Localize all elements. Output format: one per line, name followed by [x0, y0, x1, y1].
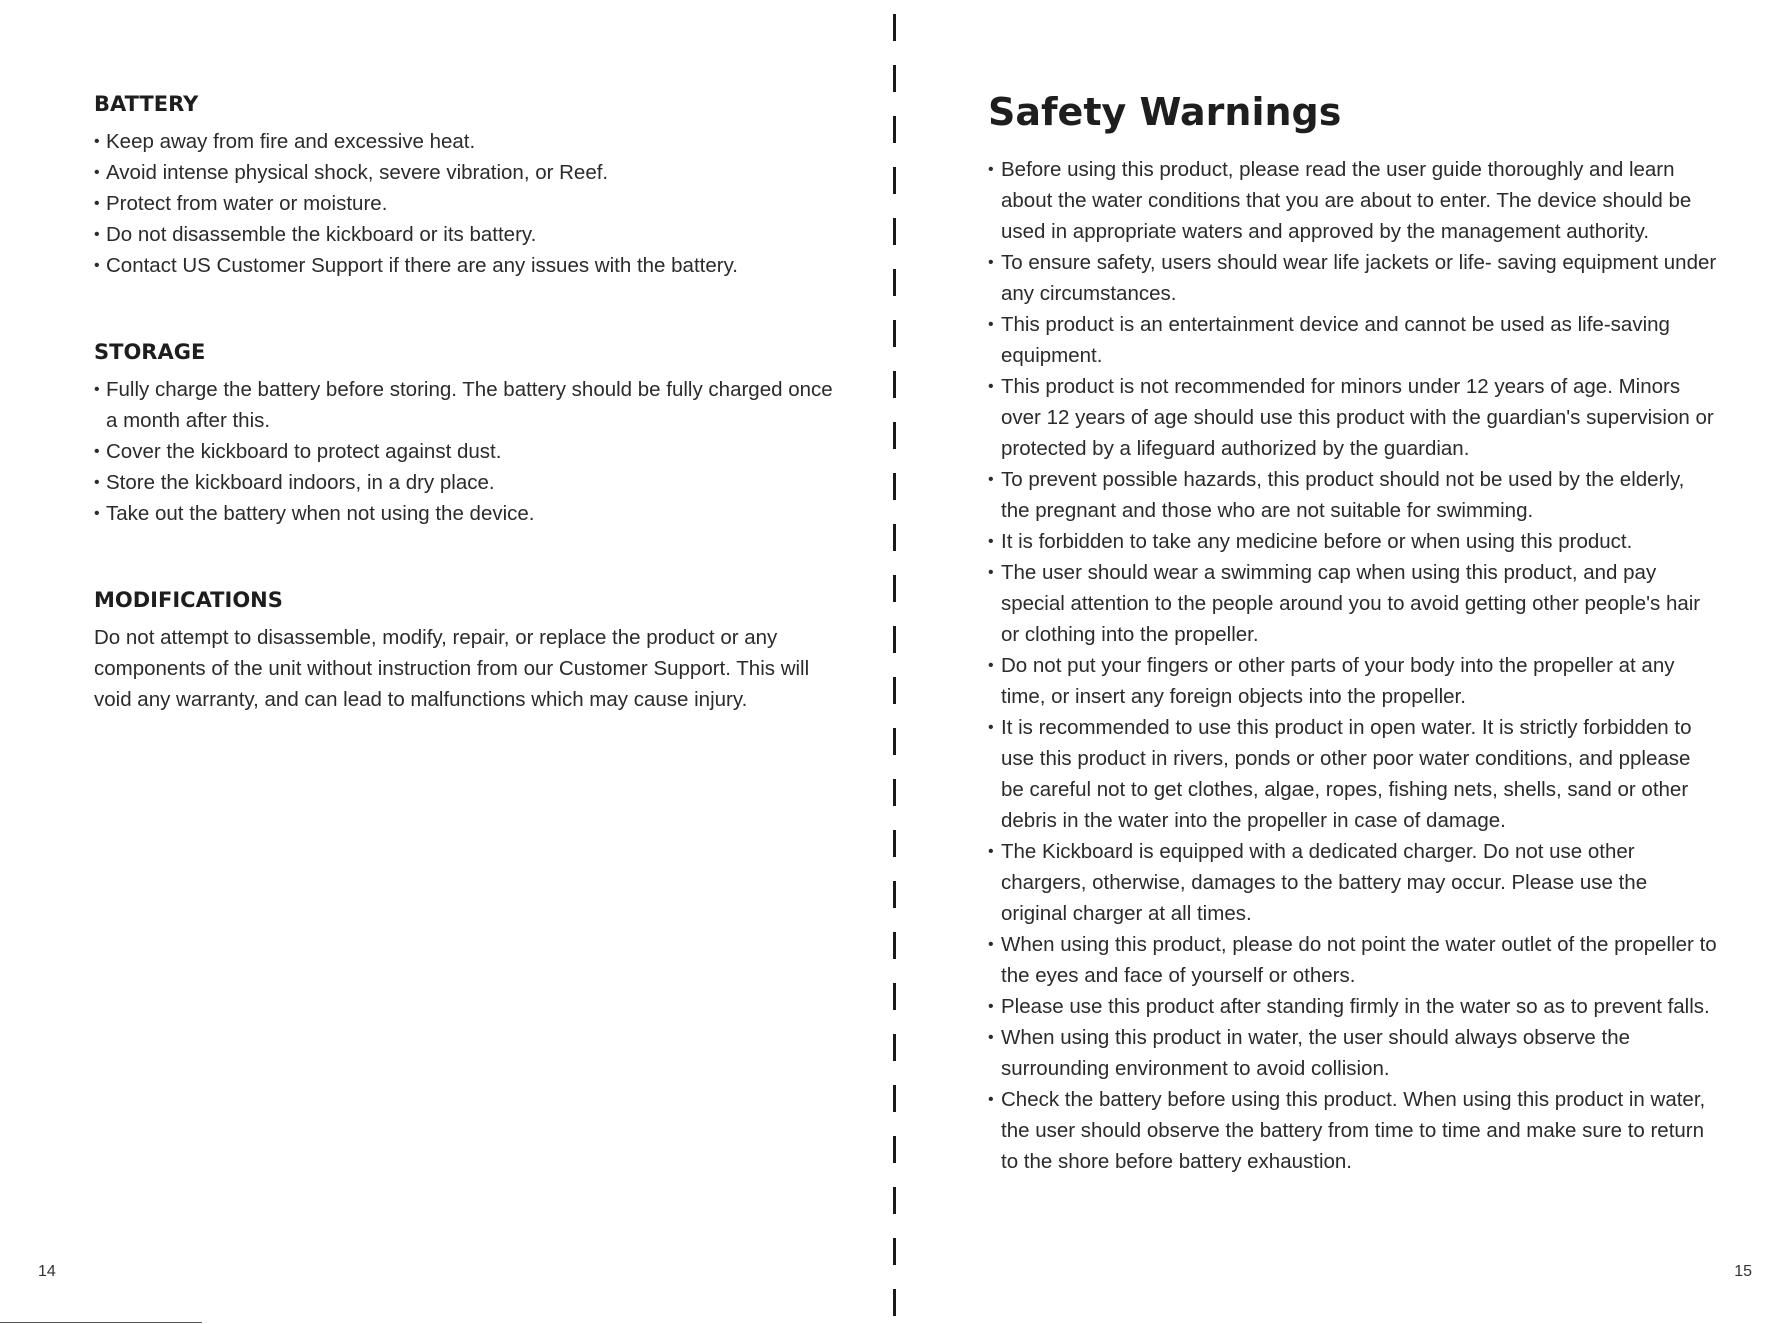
warning-item: • This product is not recommended for minors under 12 years of age. Minors over 12 years of age should use this product with the guardian's supervision or protected by a lifeguard authorized by the guardian.: [988, 371, 1718, 464]
page-number-left: 14: [38, 1263, 56, 1280]
warning-item: • Check the battery before using this product. When using this product in water, the user should observe the battery from time to time and make sure to return to the shore before battery exhaustion.: [988, 1084, 1718, 1177]
battery-item: • Protect from water or moisture.: [94, 188, 834, 219]
storage-section: [94, 340, 834, 529]
warning-item: • It is recommended to use this product in open water. It is strictly forbidden to use this product in rivers, ponds or other poor water conditions, and pplease be careful not to get clothes, algae, ropes, fishing nets, shells, sand or other debris in the water into the propeller in case of damage.: [988, 712, 1718, 836]
battery-item: • Avoid intense physical shock, severe vibration, or Reef.: [94, 157, 834, 188]
battery-item: • Keep away from fire and excessive heat.: [94, 126, 834, 157]
left-page: [94, 92, 834, 774]
battery-list: [94, 126, 834, 281]
storage-item: • Take out the battery when not using the device.: [94, 498, 834, 529]
right-page: [988, 88, 1718, 1177]
battery-heading: BATTERY: [94, 92, 199, 116]
storage-heading: STORAGE: [94, 340, 206, 364]
warning-item: • Do not put your fingers or other parts of your body into the propeller at any time, or insert any foreign objects into the propeller.: [988, 650, 1718, 712]
modifications-text: Do not attempt to disassemble, modify, repair, or replace the product or any components of the unit without instruction from our Customer Support. This will void any warranty, and can lead to malfunctions which may cause injury.: [94, 626, 810, 711]
center-dashed-divider: [893, 14, 896, 1324]
warning-item: • When using this product in water, the user should always observe the surrounding environment to avoid collision.: [988, 1022, 1718, 1084]
safety-warnings-title: Safety Warnings: [988, 90, 1342, 134]
warning-item: • Before using this product, please read the user guide thoroughly and learn about the water conditions that you are about to enter. The device should be used in appropriate waters and approved by the management authority.: [988, 154, 1718, 247]
warning-item: • This product is an entertainment device and cannot be used as life-saving equipment.: [988, 309, 1718, 371]
footer-rule: [0, 1322, 202, 1323]
warning-item: • Please use this product after standing firmly in the water so as to prevent falls.: [988, 991, 1718, 1022]
safety-warnings-list: [988, 154, 1718, 1177]
warning-item: • To prevent possible hazards, this product should not be used by the elderly, the pregnant and those who are not suitable for swimming.: [988, 464, 1718, 526]
warning-item: • To ensure safety, users should wear life jackets or life- saving equipment under any circumstances.: [988, 247, 1718, 309]
warning-item: • When using this product, please do not point the water outlet of the propeller to the eyes and face of yourself or others.: [988, 929, 1718, 991]
warning-item: • It is forbidden to take any medicine before or when using this product.: [988, 526, 1718, 557]
page-number-right: 15: [1734, 1263, 1752, 1280]
warning-item: • The user should wear a swimming cap when using this product, and pay special attention to the people around you to avoid getting other people's hair or clothing into the propeller.: [988, 557, 1718, 650]
modifications-section: [94, 588, 834, 715]
battery-item: • Contact US Customer Support if there are any issues with the battery.: [94, 250, 834, 281]
storage-item: • Fully charge the battery before storing. The battery should be fully charged once a month after this.: [94, 374, 834, 436]
battery-section: [94, 92, 834, 281]
storage-item: • Store the kickboard indoors, in a dry place.: [94, 467, 834, 498]
storage-item: • Cover the kickboard to protect against dust.: [94, 436, 834, 467]
battery-item: • Do not disassemble the kickboard or its battery.: [94, 219, 834, 250]
warning-item: • The Kickboard is equipped with a dedicated charger. Do not use other chargers, otherwise, damages to the battery may occur. Please use the original charger at all times.: [988, 836, 1718, 929]
modifications-heading: MODIFICATIONS: [94, 588, 283, 612]
storage-list: [94, 374, 834, 529]
